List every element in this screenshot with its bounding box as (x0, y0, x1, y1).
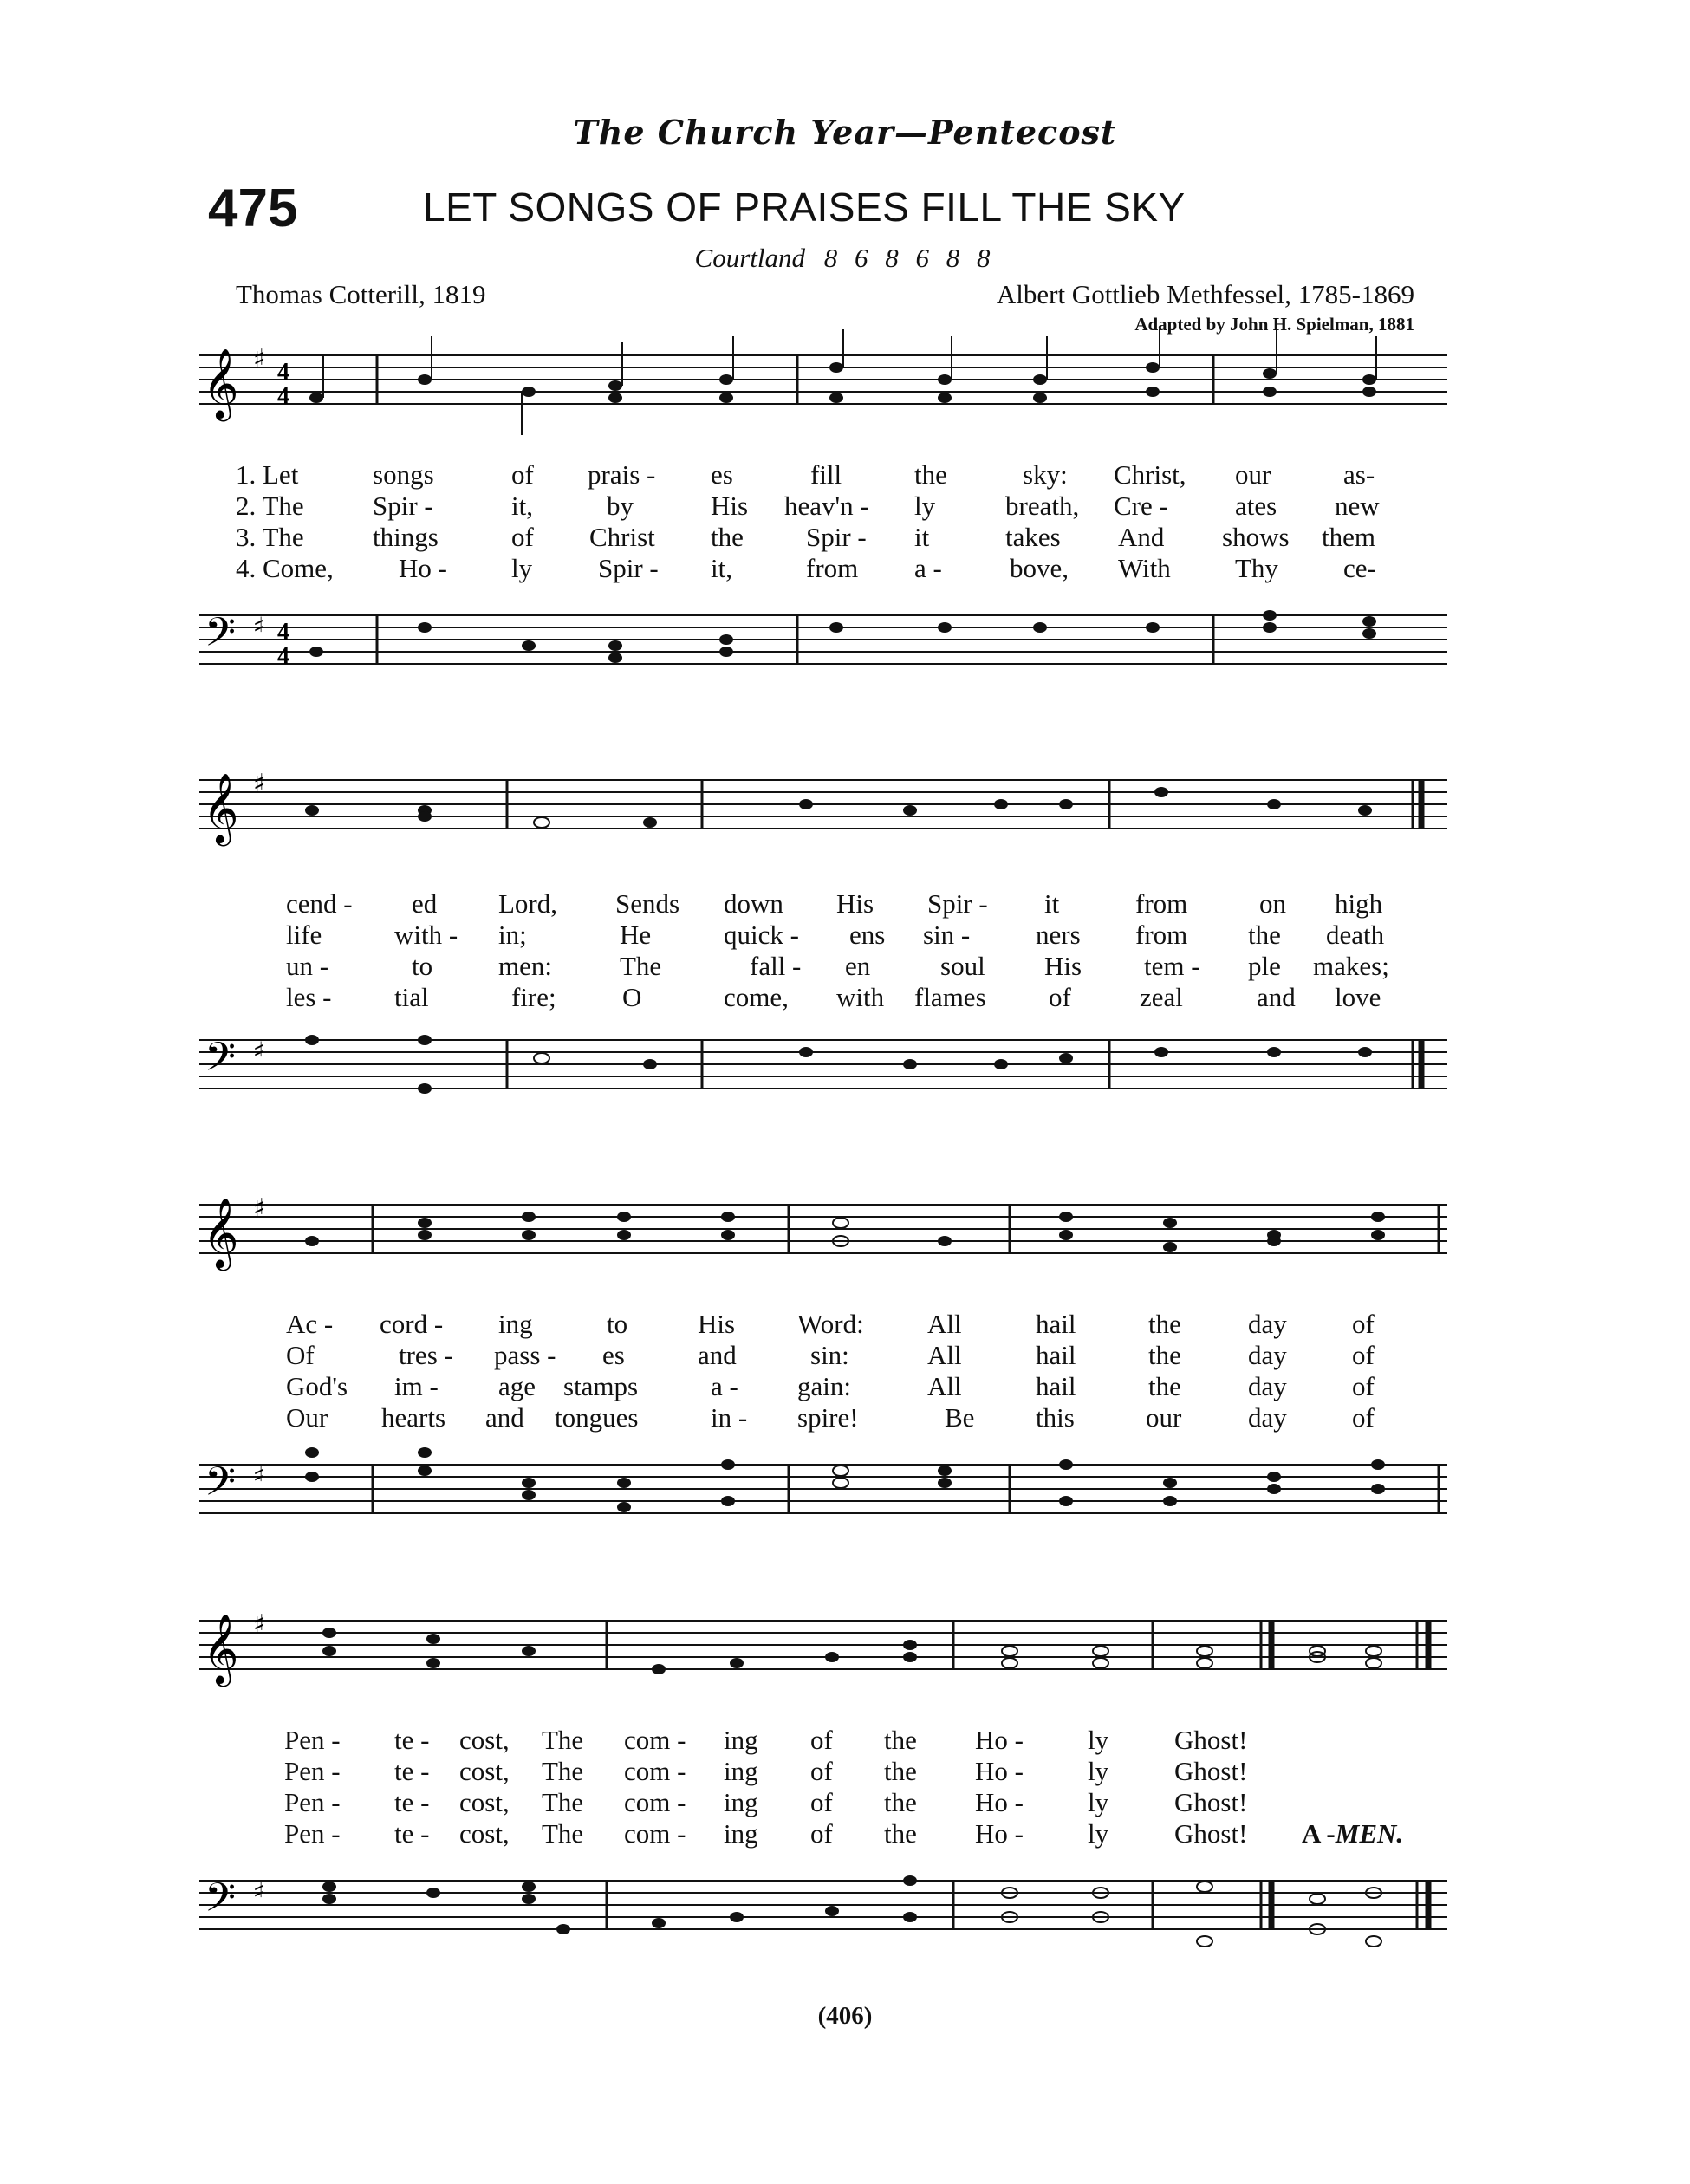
lyric-syllable: death (1326, 920, 1385, 950)
lyric-syllable: the (884, 1756, 917, 1786)
lyric-syllable: Lord, (498, 888, 558, 919)
lyric-syllable: Of (286, 1340, 315, 1370)
lyric-syllable: Pen - (284, 1818, 341, 1849)
lyric-syllable: 2. The (236, 491, 304, 521)
lyric-syllable: heav'n - (784, 491, 869, 521)
bass-staff (199, 1855, 1447, 1976)
lyric-syllable: our (1235, 459, 1271, 490)
lyric-syllable: te - (394, 1787, 430, 1817)
treble-staff (199, 1595, 1447, 1725)
treble-staff (199, 754, 1447, 884)
bass-clef-icon: 𝄢 (205, 1034, 237, 1090)
lyric-syllable: ing (724, 1787, 758, 1817)
lyric-syllable: the (914, 459, 947, 490)
lyric-syllable: His (711, 491, 749, 521)
lyric-syllable: the (884, 1818, 917, 1849)
lyric-syllable: love (1335, 982, 1381, 1012)
lyric-syllable: Cre - (1114, 491, 1168, 521)
lyric-syllable: and (1257, 982, 1296, 1012)
svg-text:♯: ♯ (253, 1461, 265, 1490)
lyric-syllable: His (836, 888, 874, 919)
treble-clef-icon: 𝄞 (203, 772, 239, 843)
lyric-syllable: of (810, 1787, 833, 1817)
lyric-syllable: breath, (1005, 491, 1080, 521)
lyric-syllable: The (542, 1756, 584, 1786)
lyric-syllable: Ho - (975, 1725, 1024, 1755)
lyric-syllable: with - (394, 920, 458, 950)
lyric-syllable: life (286, 920, 322, 950)
lyric-syllable: it, (711, 553, 732, 583)
lyric-syllable: a - (711, 1371, 738, 1401)
lyric-syllable: ing (724, 1818, 758, 1849)
section-heading: The Church Year—Pentecost (573, 113, 1117, 152)
lyric-syllable: from (806, 553, 859, 583)
lyric-syllable: ly (1088, 1818, 1109, 1849)
lyric-syllable: of (511, 522, 534, 552)
lyric-syllable: in - (711, 1402, 748, 1433)
lyric-syllable: the (711, 522, 744, 552)
lyric-syllable: He (620, 920, 652, 950)
svg-text:♯: ♯ (253, 1193, 266, 1224)
hymn-title: LET SONGS OF PRAISES FILL THE SKY (423, 185, 1186, 230)
lyric-syllable: Ghost! (1174, 1756, 1248, 1786)
lyric-syllable: day (1248, 1309, 1287, 1339)
lyric-syllable: es (711, 459, 733, 490)
lyric-syllable: hail (1036, 1340, 1076, 1370)
text-author: Thomas Cotterill, 1819 (236, 279, 486, 309)
lyric-syllable: of (810, 1756, 833, 1786)
lyric-syllable: fire; (511, 982, 556, 1012)
lyric-syllable: spire! (797, 1402, 859, 1433)
lyric-syllable: Christ, (1114, 459, 1186, 490)
lyric-syllable: it, (511, 491, 533, 521)
lyric-syllable: ing (724, 1756, 758, 1786)
lyric-syllable: en (845, 951, 871, 981)
lyric-syllable: day (1248, 1402, 1287, 1433)
lyric-syllable: day (1248, 1340, 1287, 1370)
lyric-syllable: fall - (750, 951, 802, 981)
lyric-syllable: tongues (555, 1402, 639, 1433)
lyric-syllable: cost, (459, 1725, 510, 1755)
lyric-syllable: es (602, 1340, 625, 1370)
hymn-number: 475 (208, 179, 298, 238)
lyric-syllable: Thy (1235, 553, 1278, 583)
lyric-syllable: this (1036, 1402, 1075, 1433)
svg-text:♯: ♯ (253, 1609, 266, 1640)
lyric-syllable: sky: (1023, 459, 1068, 490)
lyric-syllable: of (1352, 1309, 1375, 1339)
lyric-syllable: on (1259, 888, 1286, 919)
lyric-syllable: our (1146, 1402, 1182, 1433)
lyric-syllable: Pen - (284, 1756, 341, 1786)
lyric-syllable: the (1148, 1309, 1181, 1339)
lyric-syllable: Ghost! (1174, 1787, 1248, 1817)
bass-clef-icon: 𝄢 (205, 1875, 237, 1931)
lyric-syllable: com - (624, 1756, 686, 1786)
lyric-syllable: cend - (286, 888, 353, 919)
lyric-syllable: as- (1343, 459, 1375, 490)
lyric-syllable: Ho - (399, 553, 447, 583)
lyric-syllable: O (622, 982, 642, 1012)
lyric-syllable: things (373, 522, 439, 552)
lyric-syllable: The (542, 1818, 584, 1849)
lyric-syllable: The (542, 1725, 584, 1755)
lyric-syllable: to (412, 951, 433, 981)
bass-staff (199, 1014, 1447, 1135)
lyric-syllable: With (1118, 553, 1171, 583)
lyric-syllable: day (1248, 1371, 1287, 1401)
lyric-syllable: Pen - (284, 1725, 341, 1755)
lyric-syllable: All (927, 1309, 962, 1339)
lyric-syllable: with (836, 982, 885, 1012)
lyric-syllable: high (1335, 888, 1383, 919)
bass-staff (199, 589, 1447, 711)
lyric-syllable: Spir - (927, 888, 988, 919)
lyric-syllable: of (1049, 982, 1071, 1012)
treble-staff (199, 329, 1447, 459)
lyric-syllable: ly (511, 553, 533, 583)
lyric-syllable: a - (914, 553, 942, 583)
lyric-syllable: hearts (381, 1402, 446, 1433)
lyric-syllable: Pen - (284, 1787, 341, 1817)
lyric-syllable: in; (498, 920, 527, 950)
svg-text:♯: ♯ (253, 344, 266, 374)
lyric-syllable: Sends (615, 888, 680, 919)
lyric-syllable: ly (1088, 1756, 1109, 1786)
lyric-syllable: come, (724, 982, 789, 1012)
lyric-syllable: Ghost! (1174, 1818, 1248, 1849)
treble-clef-icon: 𝄞 (203, 348, 239, 419)
tune-line (0, 243, 1690, 274)
lyric-syllable: by (607, 491, 634, 521)
lyric-syllable: the (1148, 1371, 1181, 1401)
lyric-syllable: 4. Come, (236, 553, 334, 583)
lyric-syllable: Spir - (373, 491, 433, 521)
lyric-syllable: te - (394, 1818, 430, 1849)
lyric-syllable: soul (940, 951, 985, 981)
lyric-syllable: The (542, 1787, 584, 1817)
tune-composer: Albert Gottlieb Methfessel, 1785-1869 (996, 279, 1414, 309)
lyric-syllable: ple (1248, 951, 1281, 981)
svg-text:4: 4 (277, 619, 289, 646)
lyric-syllable: Ho - (975, 1787, 1024, 1817)
lyric-syllable: com - (624, 1818, 686, 1849)
lyric-syllable: ens (849, 920, 886, 950)
lyric-syllable: and (698, 1340, 737, 1370)
lyric-syllable: Word: (797, 1309, 864, 1339)
lyric-syllable: from (1135, 920, 1188, 950)
lyric-syllable: new (1335, 491, 1380, 521)
music-system-2 (0, 754, 1690, 1161)
svg-text:♯: ♯ (253, 1877, 265, 1906)
lyric-syllable: les - (286, 982, 332, 1012)
lyric-syllable: ed (412, 888, 438, 919)
treble-clef-icon: 𝄞 (203, 1197, 239, 1268)
lyric-syllable: Be (945, 1402, 975, 1433)
music-system-3 (0, 1179, 1690, 1577)
lyric-syllable: 1. Let (236, 459, 299, 490)
lyric-syllable: sin - (923, 920, 971, 950)
lyric-syllable: makes; (1313, 951, 1389, 981)
lyric-syllable: te - (394, 1756, 430, 1786)
svg-text:4: 4 (277, 383, 289, 410)
lyric-syllable: The (620, 951, 662, 981)
lyric-syllable: songs (373, 459, 434, 490)
lyric-syllable: of (810, 1725, 833, 1755)
lyric-syllable: it (1044, 888, 1060, 919)
lyric-syllable: His (698, 1309, 736, 1339)
lyric-syllable: from (1135, 888, 1188, 919)
lyric-syllable: cost, (459, 1787, 510, 1817)
lyric-syllable: Ho - (975, 1756, 1024, 1786)
lyric-syllable: prais - (588, 459, 656, 490)
lyric-syllable: of (810, 1818, 833, 1849)
lyric-syllable: te - (394, 1725, 430, 1755)
treble-staff (199, 1179, 1447, 1309)
lyric-syllable: hail (1036, 1309, 1076, 1339)
lyric-syllable: and (485, 1402, 524, 1433)
lyric-syllable: hail (1036, 1371, 1076, 1401)
lyric-syllable: tem - (1144, 951, 1200, 981)
lyric-syllable: stamps (563, 1371, 639, 1401)
treble-clef-icon: 𝄞 (203, 1613, 239, 1684)
lyric-syllable: of (1352, 1402, 1375, 1433)
lyric-syllable: of (1352, 1340, 1375, 1370)
svg-text:4: 4 (277, 359, 289, 386)
lyric-syllable: ly (1088, 1725, 1109, 1755)
lyric-syllable: takes (1005, 522, 1061, 552)
lyric-syllable: age (498, 1371, 536, 1401)
bass-staff-graphic (199, 589, 1447, 711)
lyric-syllable: Ho - (975, 1818, 1024, 1849)
lyric-syllable: to (607, 1309, 628, 1339)
lyric-syllable: His (1044, 951, 1082, 981)
lyric-syllable: bove, (1010, 553, 1069, 583)
lyric-syllable: All (927, 1371, 962, 1401)
lyric-syllable: com - (624, 1725, 686, 1755)
svg-text:♯: ♯ (253, 1037, 265, 1065)
lyric-syllable: cost, (459, 1818, 510, 1849)
tune-name: Courtland (694, 243, 805, 273)
lyric-syllable: quick - (724, 920, 799, 950)
lyric-syllable: cost, (459, 1756, 510, 1786)
lyric-syllable: flames (914, 982, 986, 1012)
lyric-syllable: men: (498, 951, 552, 981)
lyric-syllable: Ghost! (1174, 1725, 1248, 1755)
lyric-syllable: Spir - (806, 522, 867, 552)
lyric-syllable: ly (1088, 1787, 1109, 1817)
lyric-syllable: Our (286, 1402, 328, 1433)
lyric-syllable: ing (724, 1725, 758, 1755)
lyric-syllable: un - (286, 951, 329, 981)
lyric-syllable: of (511, 459, 534, 490)
music-system-4 (0, 1595, 1690, 1985)
lyric-syllable: shows (1222, 522, 1290, 552)
lyric-syllable: com - (624, 1787, 686, 1817)
lyric-syllable: zeal (1140, 982, 1183, 1012)
lyric-syllable: God's (286, 1371, 348, 1401)
lyric-syllable: im - (394, 1371, 439, 1401)
lyric-syllable: of (1352, 1371, 1375, 1401)
lyric-syllable: it (914, 522, 930, 552)
lyric-syllable: Ac - (286, 1309, 334, 1339)
lyric-syllable: 3. The (236, 522, 304, 552)
bass-clef-icon: 𝄢 (205, 609, 237, 666)
lyric-syllable: the (1148, 1340, 1181, 1370)
music-system-1 (0, 329, 1690, 728)
lyric-syllable: Christ (589, 522, 655, 552)
lyric-syllable: the (884, 1787, 917, 1817)
lyric-syllable: tres - (399, 1340, 453, 1370)
tune-adapter: Adapted by John H. Spielman, 1881 (1134, 314, 1414, 335)
lyric-syllable: the (1248, 920, 1281, 950)
lyric-syllable: ce- (1343, 553, 1376, 583)
treble-staff-graphic (199, 329, 1447, 459)
lyric-syllable: fill (810, 459, 842, 490)
amen-label: A -MEN. (1302, 1818, 1404, 1849)
lyric-syllable: gain: (797, 1371, 851, 1401)
lyric-syllable: the (884, 1725, 917, 1755)
lyric-syllable: them (1322, 522, 1375, 552)
lyric-syllable: ing (498, 1309, 533, 1339)
lyric-syllable: sin: (810, 1340, 849, 1370)
lyric-syllable: ates (1235, 491, 1277, 521)
lyric-syllable: tial (394, 982, 429, 1012)
lyric-syllable: All (927, 1340, 962, 1370)
lyric-syllable: ners (1036, 920, 1081, 950)
lyric-syllable: And (1118, 522, 1165, 552)
lyric-syllable: ly (914, 491, 936, 521)
lyric-syllable: pass - (494, 1340, 556, 1370)
svg-text:4: 4 (277, 643, 289, 670)
lyric-syllable: down (724, 888, 783, 919)
svg-text:♯: ♯ (253, 769, 266, 799)
lyric-syllable: cord - (380, 1309, 444, 1339)
bass-clef-icon: 𝄢 (205, 1459, 237, 1515)
page-number: (406) (817, 2002, 873, 2030)
tune-meter: 8 6 8 6 8 8 (823, 243, 996, 273)
svg-text:♯: ♯ (253, 612, 265, 640)
lyric-syllable: Spir - (598, 553, 659, 583)
bass-staff (199, 1439, 1447, 1560)
